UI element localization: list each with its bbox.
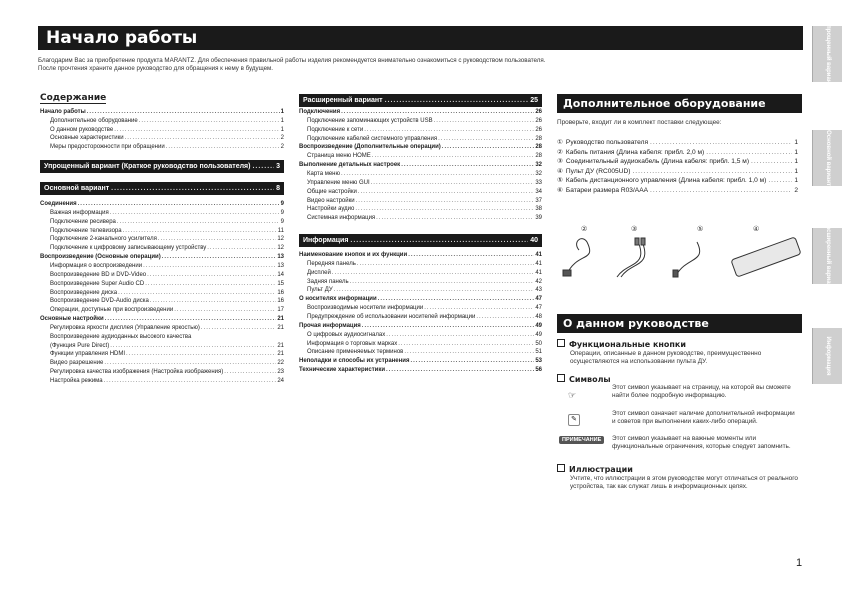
toc-entry-label: Основные настройки	[40, 316, 104, 323]
toc-entry[interactable]	[50, 306, 284, 315]
toc-leader	[372, 152, 535, 161]
audio-cable-icon	[617, 238, 645, 277]
toc-entry-label: Системная информация	[307, 215, 376, 222]
toc-entry[interactable]	[50, 368, 284, 377]
toc-entry[interactable]	[307, 304, 542, 313]
accessory-leader	[650, 186, 792, 196]
note-badge: ПРИМЕЧАНИЕ	[559, 436, 604, 444]
toc-entry-label: Соединения	[40, 201, 77, 207]
accessory-item	[557, 148, 798, 158]
toc-entry-label: Видео настройки	[307, 197, 355, 204]
accessory-label: Соединительный аудиокабель (Длина кабеля: прибл. 1,5 м)	[565, 158, 750, 165]
accessory-number: ⑥	[557, 186, 563, 194]
toc-leader	[350, 278, 535, 287]
page-title: Начало работы	[38, 26, 803, 50]
toc-entry-page: 14	[277, 271, 284, 278]
toc-leader	[110, 209, 280, 218]
toc-entry[interactable]	[299, 357, 542, 366]
toc-entry[interactable]	[50, 117, 284, 126]
accessory-number: ②	[557, 148, 563, 156]
page-number: 1	[796, 557, 803, 569]
toc-entry-label: О носителях информации	[299, 296, 377, 303]
toc-entry-label: Технические характеристики	[299, 367, 386, 374]
toc-entry[interactable]	[50, 280, 284, 289]
symbols-heading: Символы	[557, 374, 611, 384]
toc-leader	[201, 324, 276, 333]
toc-entry-page: 1	[280, 126, 284, 133]
toc-leader	[162, 253, 277, 262]
toc-entry-label: Подключение запоминающих устройств USB	[307, 117, 433, 124]
toc-entry[interactable]	[299, 251, 542, 260]
accessory-number: ③	[557, 158, 563, 165]
accessory-leader	[751, 157, 792, 167]
toc-entry-page: 48	[535, 313, 542, 320]
checkbox-icon	[557, 374, 565, 382]
toc-entry-label: Прочая информация	[299, 322, 361, 329]
toc-entry-page: 13	[277, 254, 284, 261]
toc-entry[interactable]	[307, 286, 542, 295]
toc-entry-label: Функции управления HDMI	[50, 351, 126, 358]
toc-entry[interactable]	[50, 235, 284, 244]
toc-leader	[78, 200, 280, 209]
toc-entry-label: Подключение ресивера	[50, 218, 116, 225]
toc-entry-label: Воспроизведение аудиоданных высокого качества	[50, 333, 192, 340]
toc-entry-label: Воспроизведение BD и DVD-Video	[50, 271, 147, 278]
toc-leader	[117, 218, 280, 227]
toc-entry-label: Важная информация	[50, 209, 109, 216]
toc-entry[interactable]	[307, 348, 542, 357]
toc-entry-page: 41	[535, 269, 542, 276]
toc-entry[interactable]	[50, 297, 284, 306]
toc-bar-info[interactable]: Информация ..... 40	[299, 234, 542, 247]
remote-cable-icon	[673, 242, 700, 277]
toc-leader	[166, 143, 280, 152]
toc-entry-page: 12	[277, 236, 284, 243]
toc-entry-label: Регулировка качества изображения (Настройка изображения)	[50, 369, 224, 376]
toc-entry-page: 21	[277, 324, 284, 331]
toc-entry-page: 34	[535, 188, 542, 195]
toc-entry-page: 32	[535, 162, 542, 169]
toc-entry[interactable]	[40, 253, 284, 262]
toc-leader	[442, 143, 535, 152]
toc-entry-label: О данном руководстве	[50, 126, 114, 133]
toc-entry-label: Настройки аудио	[307, 206, 355, 213]
accessory-leader	[768, 176, 792, 186]
toc-entry-label: Пульт ДУ	[307, 287, 333, 294]
accessory-item	[557, 167, 798, 177]
toc-leader	[356, 197, 535, 206]
toc-entry-page: 24	[277, 378, 284, 384]
toc-leader	[476, 313, 534, 322]
accessory-leader	[650, 138, 792, 148]
toc-entry-page: 16	[277, 289, 284, 296]
toc-entry[interactable]	[50, 377, 284, 386]
toc-entry-label: Наименование кнопок и их функции	[299, 252, 408, 258]
toc-entry-label: Описание применяемых терминов	[307, 349, 404, 356]
toc-entry-label: Предупреждение об использовании носителей информации	[307, 313, 476, 320]
accessory-label: Руководство пользователя	[565, 139, 649, 146]
toc-entry-label: О цифровых аудиосигналах	[307, 331, 386, 338]
toc-entry-page: 47	[535, 305, 542, 312]
toc-leader	[357, 260, 534, 269]
toc-entry-page: 41	[535, 252, 542, 258]
toc-entry-page: 15	[277, 280, 284, 287]
toc-leader	[332, 269, 534, 278]
toc-entry[interactable]	[50, 271, 284, 280]
toc-entry-label: Регулировка яркости дисплея (Управление яркостью)	[50, 324, 200, 331]
accessory-item	[557, 157, 798, 167]
toc-leader	[358, 188, 535, 197]
toc-entry[interactable]	[307, 331, 542, 340]
toc-entry-page: 23	[277, 369, 284, 376]
toc-entry-label: Настройка режима	[50, 378, 103, 384]
toc-leader	[145, 280, 276, 289]
toc-entry[interactable]	[299, 366, 542, 375]
toc-leader	[438, 135, 534, 144]
toc-leader	[150, 297, 276, 306]
toc-entry-label: (Функция Pure Direct)	[50, 342, 110, 349]
accessory-qty: 2	[794, 186, 798, 194]
checkbox-icon	[557, 339, 565, 347]
toc-entry[interactable]	[40, 108, 284, 117]
toc-entry-page: 16	[277, 298, 284, 305]
toc-entry-page: 37	[535, 197, 542, 204]
toc-entry[interactable]	[307, 214, 542, 223]
accessory-leader	[632, 167, 792, 177]
accessory-item	[557, 138, 798, 148]
side-tab-simple[interactable]: Упрощенный вариант	[812, 26, 842, 82]
toc-bar-advanced[interactable]: Расширенный вариант ..... 25	[299, 94, 542, 107]
toc-entry-label: Страница меню HOME	[307, 153, 371, 160]
toc-leader	[376, 214, 534, 223]
img-label-3: ③	[631, 226, 638, 233]
toc-leader	[139, 117, 280, 126]
toc-entry-page: 26	[535, 117, 542, 124]
toc-entry-label: Задняя панель	[307, 278, 349, 285]
toc-entry-page: 2	[280, 144, 284, 151]
toc-entry-page: 39	[535, 215, 542, 222]
toc-entry-page: 47	[535, 296, 542, 303]
toc-entry-page: 11	[277, 227, 284, 234]
toc-entry[interactable]	[307, 170, 542, 179]
toc-leader	[334, 286, 535, 295]
toc-entry-page: 9	[280, 209, 284, 216]
toc-leader	[404, 348, 534, 357]
power-cable-icon	[563, 239, 590, 276]
toc-leader	[104, 359, 276, 368]
toc-entry-label: Воспроизведение (Основные операции)	[40, 254, 161, 261]
toc-entry-label: Передняя панель	[307, 260, 356, 267]
toc-leader	[362, 322, 535, 331]
toc-entry[interactable]	[50, 359, 284, 368]
toc-leader	[371, 179, 535, 188]
toc-entry[interactable]	[50, 350, 284, 359]
toc-entry[interactable]	[299, 161, 542, 170]
toc-entry[interactable]	[307, 135, 542, 144]
toc-entry-page: 28	[535, 153, 542, 160]
toc-entry[interactable]	[50, 227, 284, 236]
toc-bar-basic[interactable]: Основной вариант ..... 8	[40, 182, 284, 195]
toc-entry[interactable]	[50, 342, 284, 351]
toc-leader	[398, 340, 534, 349]
toc-leader	[410, 357, 534, 366]
toc-entry-label: Дополнительное оборудование	[50, 117, 138, 124]
toc-entry[interactable]	[40, 315, 284, 324]
toc-entry-label: Выполнение детальных настроек	[299, 162, 401, 169]
toc-entry-label: Меры предосторожности при обращении	[50, 144, 165, 151]
toc-leader	[341, 108, 534, 117]
toc-leader	[408, 251, 534, 260]
side-tab-advanced[interactable]: Расширенный вариант	[812, 228, 842, 284]
toc-entry-page: 49	[535, 322, 542, 329]
toc-entry-label: Воспроизведение Super Audio CD	[50, 280, 145, 287]
toc-entry-label: Видео разрешение	[50, 360, 104, 367]
toc-entry[interactable]	[307, 117, 542, 126]
toc-entry[interactable]	[50, 134, 284, 143]
accessory-number: ⑤	[557, 177, 563, 184]
accessory-number: ①	[557, 139, 563, 146]
toc-entry-page: 9	[280, 201, 284, 207]
intro-line-2: После прочтения храните данное руководство для обращения к нему в будущем.	[38, 65, 274, 72]
toc-entry-page: 33	[535, 179, 542, 186]
toc-entry-page: 21	[277, 316, 284, 323]
toc-entry-page: 9	[280, 218, 284, 225]
toc-leader	[143, 262, 276, 271]
toc-entry-page: 12	[277, 245, 284, 252]
accessory-number: ④	[557, 167, 563, 175]
toc-entry-page: 1	[280, 117, 284, 124]
toc-entry-page: 56	[535, 367, 542, 374]
checkbox-icon	[557, 464, 565, 472]
toc-entry[interactable]	[50, 333, 284, 342]
toc-entry-page: 21	[277, 351, 284, 358]
toc-entry[interactable]	[307, 205, 542, 214]
toc-entry-page: 28	[535, 144, 542, 151]
symbol-desc-3: Этот символ указывает на важные моменты или функциональные ограничения, которые следует запомнить.	[612, 435, 791, 450]
accessory-label: Пульт ДУ (RC005UD)	[565, 167, 631, 175]
toc-leader	[158, 235, 276, 244]
toc-leader	[386, 366, 534, 375]
toc-entry[interactable]	[50, 289, 284, 298]
toc-entry-label: Воспроизведение DVD-Audio диска	[50, 298, 149, 305]
toc-leader	[104, 377, 277, 386]
toc-entry-page: 50	[535, 340, 542, 347]
accessories-illustration	[557, 222, 802, 284]
toc-entry-page: 26	[535, 126, 542, 133]
toc-entry[interactable]	[299, 322, 542, 331]
side-tab-basic[interactable]: Основной вариант	[812, 130, 842, 186]
accessory-item	[557, 186, 798, 196]
toc-entry-page: 21	[277, 342, 284, 349]
toc-entry[interactable]	[50, 143, 284, 152]
toc-entry-page: 13	[277, 262, 284, 269]
toc-entry-label: Общие настройки	[307, 188, 357, 195]
toc-leader	[378, 295, 535, 304]
toc-entry-page: 17	[277, 307, 284, 314]
accessory-qty: 1	[794, 148, 798, 156]
toc-entry-page: 41	[535, 260, 542, 267]
toc-leader	[105, 315, 277, 324]
toc-leader	[125, 134, 280, 143]
toc-entry-label: Воспроизводимые носители информации	[307, 305, 424, 312]
toc-entry[interactable]	[307, 313, 542, 322]
toc-entry-label: Карта меню	[307, 170, 340, 177]
img-label-5: ⑤	[697, 226, 704, 233]
toc-bar-simple[interactable]: Упрощенный вариант (Краткое руководство пользователя) ..... 3	[40, 160, 284, 173]
toc-leader	[434, 117, 535, 126]
toc-leader	[224, 368, 276, 377]
accessory-leader	[706, 148, 792, 158]
img-label-4: ④	[753, 226, 760, 233]
toc-entry[interactable]	[50, 218, 284, 227]
toc-leader	[110, 342, 276, 351]
accessory-label: Батареи размера R03/AAA	[565, 186, 649, 194]
toc-leader	[207, 244, 276, 253]
toc-entry-label: Управление меню GUI	[307, 179, 370, 186]
toc-entry[interactable]	[50, 126, 284, 135]
toc-entry-label: Подключение телевизора	[50, 227, 122, 234]
toc-entry[interactable]	[50, 324, 284, 333]
toc-entry-page: 2	[280, 135, 284, 142]
toc-entry-label: Подключение к сети	[307, 126, 364, 133]
toc-leader	[126, 350, 276, 359]
toc-entry[interactable]	[307, 179, 542, 188]
intro-text	[38, 57, 798, 73]
toc-entry-label: Основные характеристики	[50, 135, 124, 142]
toc-entry[interactable]	[307, 188, 542, 197]
toc-leader	[355, 205, 534, 214]
accessory-label: Кабель дистанционного управления (Длина кабеля: прибл. 1,0 м)	[565, 177, 767, 184]
toc-entry[interactable]	[50, 209, 284, 218]
toc-entry-label: Информация о воспроизведении	[50, 262, 143, 269]
toc-entry[interactable]	[299, 143, 542, 152]
toc-entry-page: 28	[535, 135, 542, 142]
accessories-intro: Проверьте, входит ли в комплект поставки следующее:	[557, 119, 722, 126]
toc-entry[interactable]	[307, 340, 542, 349]
toc-entry[interactable]	[40, 200, 284, 209]
toc-leader	[341, 170, 534, 179]
toc-entry[interactable]	[299, 108, 542, 117]
toc-entry-page: 32	[535, 170, 542, 177]
toc-entry[interactable]	[307, 197, 542, 206]
toc-entry[interactable]	[307, 126, 542, 135]
toc-entry-page: 1	[280, 109, 284, 115]
accessory-item	[557, 176, 798, 186]
intro-line-1: Благодарим Вас за приобретение продукта MARANTZ. Для обеспечения правильной работы изделия рекомендуется внимательно ознакомиться с руководством пользователя.	[38, 57, 546, 64]
page-ref-icon: ☞	[568, 390, 577, 400]
func-buttons-text: Операции, описанные в данном руководстве, преимущественно осуществляются на использовании пульта ДУ.	[570, 350, 762, 365]
toc-entry-label: Информация о торговых марках	[307, 340, 398, 347]
toc-entry[interactable]	[299, 295, 542, 304]
pencil-icon: ✎	[568, 414, 580, 426]
toc-entry[interactable]	[307, 152, 542, 161]
toc-entry-label: Начало работы	[40, 109, 86, 115]
remote-control-icon	[731, 237, 801, 277]
illustrations-text: Учтите, что иллюстрации в этом руководстве могут отличаться от реального устройства, так как служат лишь в информационных целях.	[570, 475, 798, 490]
toc-entry-page: 26	[535, 109, 542, 115]
toc-entry-label: Подключение 2-канального усилителя	[50, 236, 157, 243]
toc-entry-label: Воспроизведение (Дополнительные операции)	[299, 144, 441, 151]
toc-entry-label: Подключение к цифровому записывающему устройству	[50, 245, 207, 252]
toc-entry-label: Операции, доступные при воспроизведении	[50, 307, 174, 314]
toc-entry-page: 42	[535, 278, 542, 285]
toc-leader	[401, 161, 534, 170]
toc-leader	[114, 126, 279, 135]
symbol-desc-1: Этот символ указывает на страницу, на которой вы сможете найти более подробную информацию.	[612, 384, 791, 399]
toc-entry-label: Подключения	[299, 109, 341, 115]
toc-entry-page: 53	[535, 358, 542, 365]
toc-leader	[123, 227, 277, 236]
toc-entry[interactable]	[50, 244, 284, 253]
symbol-desc-2: Этот символ означает наличие дополнительной информации и советов при выполнении каких-либо операций.	[612, 410, 795, 425]
toc-entry-label: Подключение кабелей системного управления	[307, 135, 438, 142]
about-title: О данном руководстве	[557, 314, 802, 333]
toc-leader	[386, 331, 534, 340]
toc-title: Содержание	[40, 93, 107, 103]
accessory-label: Кабель питания (Длина кабеля: прибл. 2,0 м)	[565, 148, 705, 156]
toc-leader	[364, 126, 534, 135]
side-tab-info[interactable]: Информация	[812, 328, 842, 384]
toc-leader	[87, 108, 280, 117]
accessory-qty: 1	[794, 167, 798, 175]
toc-entry-label: Воспроизведение диска	[50, 289, 118, 296]
toc-entry[interactable]	[307, 260, 542, 269]
illustrations-heading: Иллюстрации	[557, 464, 633, 474]
accessory-qty: 1	[794, 139, 798, 146]
toc-leader	[174, 306, 276, 315]
toc-entry-page: 51	[535, 349, 542, 356]
toc-entry-label: Дисплей	[307, 269, 331, 276]
toc-leader	[118, 289, 276, 298]
accessory-qty: 1	[794, 158, 798, 165]
toc-entry[interactable]	[307, 278, 542, 287]
toc-entry[interactable]	[50, 262, 284, 271]
img-label-2: ②	[581, 226, 588, 233]
toc-entry[interactable]	[307, 269, 542, 278]
accessory-qty: 1	[794, 177, 798, 184]
toc-leader	[147, 271, 276, 280]
toc-entry-page: 22	[277, 360, 284, 367]
toc-entry-page: 38	[535, 206, 542, 213]
func-buttons-heading: Функциональные кнопки	[557, 339, 686, 349]
toc-entry-page: 43	[535, 287, 542, 294]
toc-entry-label: Неполадки и способы их устранения	[299, 358, 410, 365]
toc-entry-page: 49	[535, 331, 542, 338]
accessories-title: Дополнительное оборудование	[557, 94, 802, 113]
toc-leader	[424, 304, 534, 313]
